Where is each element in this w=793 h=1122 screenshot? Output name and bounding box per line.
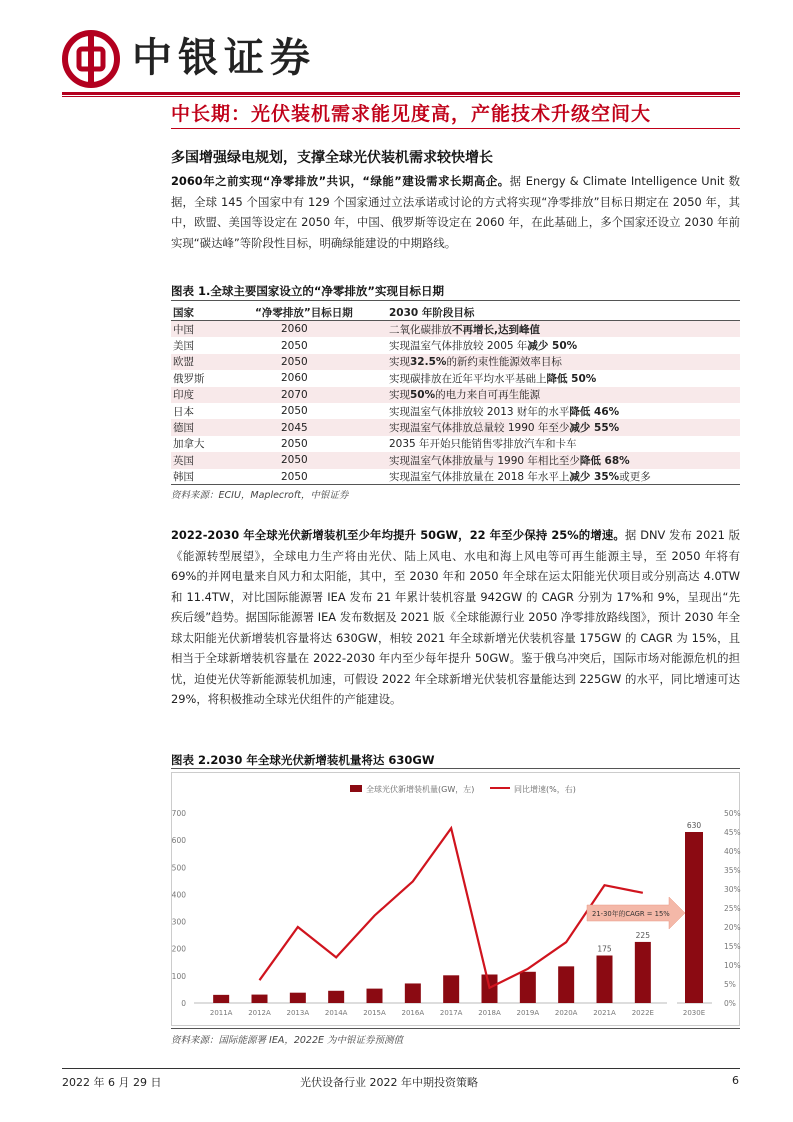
table-1-top-rule [171, 300, 740, 301]
goal-text: 二氧化碳排放 [389, 323, 452, 336]
x-tick-label: 2022E [631, 1009, 654, 1017]
footer-page-number: 6 [732, 1074, 739, 1087]
legend-bar-label: 全球光伏新增装机量(GW，左) [366, 785, 475, 794]
cell-country: 德国 [171, 419, 253, 435]
y-right-tick-label: 50% [724, 809, 741, 818]
cell-goal [387, 469, 740, 485]
cell-country: 欧盟 [171, 354, 253, 370]
cell-country: 英国 [171, 452, 253, 468]
footer-title: 光伏设备行业 2022 年中期投资策略 [300, 1076, 478, 1089]
header-divider [62, 92, 740, 95]
y-left-tick-label: 400 [171, 890, 186, 900]
table-row [171, 452, 740, 468]
bar-2022E [635, 942, 651, 1003]
bar-2030E [685, 832, 703, 1003]
cell-country: 中国 [171, 321, 253, 338]
table-1-source: 资料来源：ECIU，Maplecroft，中银证券 [171, 490, 349, 501]
paragraph-1 [171, 171, 740, 253]
table-body [171, 321, 740, 485]
figure-2-top-rule [171, 768, 740, 769]
y-right-tick-label: 40% [724, 847, 741, 856]
paragraph-1-body: 据 Energy & Climate Intelligence Unit 数据，全球 145 个国家中有 129 个国家通过立法承诺或讨论的方式将实现“净零排放”目标日期定在 2050 年，其中，欧盟、美国等设定在 2050 年，中国、俄罗斯等设定在 2060 年，在此基础上，多个国家还设立 2030 年前实现“碳达峰”等阶段性目标，明确绿能建设的中期路线。 [171, 174, 740, 250]
goal-highlight: 减少 35% [569, 471, 620, 484]
sub-heading: 多国增强绿电规划，支撑全球光伏装机需求较快增长 [171, 150, 493, 166]
col-header-goal: 2030 年阶段目标 [387, 304, 740, 321]
goal-text-tail: 或更多 [619, 471, 651, 484]
goal-text: 实现温室气体排放量在 2018 年水平上 [389, 471, 570, 484]
table-row [171, 419, 740, 435]
x-tick-label: 2014A [324, 1009, 348, 1017]
cell-goal [387, 403, 740, 419]
bar-2012A [252, 995, 268, 1003]
x-tick-label: 2020A [554, 1009, 578, 1017]
goal-text: 实现温室气体排放量与 1990 年相比至少 [389, 454, 580, 467]
goal-text-tail: 的电力来自可再生能源 [435, 389, 541, 402]
y-right-tick-label: 45% [724, 828, 741, 837]
bar-2019A [520, 972, 536, 1003]
cell-country: 韩国 [173, 471, 194, 484]
cell-goal [387, 387, 740, 403]
table-row [171, 354, 740, 370]
x-tick-label: 2017A [439, 1009, 463, 1017]
table-row [171, 403, 740, 419]
cell-country: 印度 [171, 387, 253, 403]
paragraph-2-body: 据 DNV 发布 2021 版《能源转型展望》，全球电力生产将由光伏、陆上风电、水电和海上风电等可再生能源主导，至 2050 年将有 69%的并网电量来自风力和太阳能，其中，至 2030 年和 2050 年全球在运太阳能光伏项目或分别高达 4.0TW 和 11.4TW，对比国际能源署 IEA 发布 21 年累计装机容量 942GW 的 CAGR 分别为 17%和 9%，呈现出“先疾后缓”趋势。据国际能源署 IEA 发布数据及 2021 版《全球能源行业 2050 净零排放路线图》，预计 2030 年全球太阳能光伏新增装机容量将达 630GW，相较 2021 年全球新增光伏装机容量 175GW 的 CAGR 为 15%，且相当于全球新增装机容量在 2022-2030 年内至少每年提升 50GW。鉴于俄乌冲突后，国际市场对能源危机的担忧，迫使光伏等新能源装机加速，可假设 2022 年全球新增光伏装机容量能达到 225GW 的水平，同比增速可达 29%，将积极推动全球光伏组件的产能建设。 [171, 528, 740, 706]
y-right-tick-label: 35% [724, 866, 741, 875]
y-left-tick-label: 200 [171, 944, 186, 954]
table-1-bottom-rule [171, 484, 740, 485]
goal-highlight: 50% [410, 389, 436, 402]
paragraph-2-lead: 2022-2030 年全球光伏新增装机至少年均提升 50GW，22 年至少保持 25%的增速。 [171, 528, 625, 542]
goal-highlight: 降低 50% [546, 372, 597, 385]
cell-country: 日本 [173, 405, 194, 418]
paragraph-2 [171, 525, 740, 710]
cell-date: 2045 [253, 419, 387, 435]
y-right-tick-label: 0% [724, 999, 736, 1008]
x-tick-label: 2013A [286, 1009, 310, 1017]
y-right-tick-label: 15% [724, 942, 741, 951]
table-row [171, 321, 740, 338]
table-row [171, 387, 740, 403]
cell-goal [387, 452, 740, 468]
goal-text: 实现温室气体排放较 2013 财年的水平 [389, 405, 570, 418]
cell-date: 2070 [253, 387, 387, 403]
x-tick-label: 2011A [209, 1009, 233, 1017]
y-left-tick-label: 100 [171, 971, 186, 981]
net-zero-table [171, 304, 740, 485]
x-tick-label: 2018A [478, 1009, 501, 1017]
cell-goal [387, 354, 740, 370]
table-row [171, 436, 740, 452]
section-headline: 中长期：光伏装机需求能见度高，产能技术升级空间大 [171, 103, 652, 125]
cell-date: 2050 [253, 452, 387, 468]
cagr-annotation: 21-30年的CAGR = 15% [592, 910, 670, 918]
paragraph-1-lead: 2060年之前实现“净零排放”共识，“绿能”建设需求长期高企。 [171, 174, 510, 188]
footer-date: 2022 年 6 月 29 日 [62, 1076, 162, 1089]
table-row [171, 337, 740, 353]
bar-2021A [597, 956, 613, 1004]
figure-2-title: 图表 2.2030 年全球光伏新增装机量将达 630GW [171, 753, 435, 767]
table-row [171, 469, 740, 485]
brand-name: 中银证券 [132, 34, 316, 81]
legend-line-label: 同比增速(%，右) [514, 785, 576, 794]
goal-text: 实现 [389, 389, 410, 402]
cell-date: 2050 [281, 470, 308, 483]
goal-text: 实现碳排放在近年平均水平基础上 [389, 372, 547, 385]
cell-date: 2050 [253, 354, 387, 370]
y-left-tick-label: 0 [181, 999, 186, 1008]
table-header-row [171, 304, 740, 321]
boc-logo-icon [62, 30, 120, 88]
bar-2016A [405, 983, 421, 1003]
goal-highlight: 减少 55% [569, 422, 620, 435]
figure-2-bottom-rule [171, 1028, 740, 1029]
data-label-2030E: 630 [686, 821, 702, 830]
growth-rate-line [260, 828, 643, 988]
cell-date: 2060 [253, 321, 387, 338]
headline-underline [171, 128, 740, 129]
x-tick-label: 2021A [593, 1009, 616, 1017]
goal-text: 实现 [389, 356, 410, 369]
y-right-tick-label: 30% [724, 885, 741, 894]
table-1-title: 图表 1.全球主要国家设立的“净零排放”实现目标日期 [171, 284, 444, 298]
x-tick-label: 2016A [401, 1009, 425, 1017]
cell-country: 加拿大 [173, 438, 205, 451]
bar-2014A [328, 991, 344, 1003]
y-right-tick-label: 25% [724, 904, 741, 913]
y-left-tick-label: 300 [171, 917, 186, 927]
goal-highlight: 降低 68% [579, 454, 630, 467]
cell-goal [387, 370, 740, 386]
table-row [171, 370, 740, 386]
cell-goal [387, 419, 740, 435]
cell-date: 2050 [281, 339, 308, 352]
goal-text: 实现温室气体排放总量较 1990 年至少 [389, 422, 570, 435]
bar-2011A [213, 995, 229, 1003]
data-label-2021A: 175 [597, 944, 612, 954]
x-tick-label: 2030E [682, 1009, 706, 1017]
x-tick-label: 2019A [516, 1009, 540, 1017]
y-left-tick-label: 500 [171, 863, 186, 873]
bar-2015A [367, 989, 383, 1003]
data-label-2022E: 225 [635, 930, 650, 940]
goal-text-tail: 的新约束性能源效率目标 [446, 356, 562, 369]
goal-text: 2035 年开始只能销售零排放汽车和卡车 [389, 438, 577, 451]
bar-2017A [443, 975, 459, 1003]
cell-date: 2050 [281, 405, 308, 418]
goal-highlight: 不再增长,达到峰值 [452, 323, 540, 336]
y-right-tick-label: 20% [724, 923, 741, 932]
y-right-tick-label: 10% [724, 961, 741, 970]
cell-country: 俄罗斯 [173, 372, 205, 385]
goal-highlight: 减少 50% [527, 340, 578, 353]
cell-date: 2050 [281, 437, 308, 450]
y-left-tick-label: 600 [171, 836, 186, 846]
cell-date: 2060 [281, 372, 308, 385]
bar-2013A [290, 993, 306, 1003]
chart-frame [171, 772, 740, 1026]
pv-installation-chart [172, 773, 739, 1025]
cell-country: 美国 [173, 340, 194, 353]
cell-goal [387, 436, 740, 452]
x-tick-label: 2015A [363, 1009, 386, 1017]
goal-highlight: 32.5% [410, 356, 447, 369]
goal-highlight: 降低 46% [569, 405, 620, 418]
col-header-country: 国家 [171, 304, 253, 321]
y-left-tick-label: 700 [171, 809, 186, 818]
x-tick-label: 2012A [248, 1009, 271, 1017]
header-divider-thin [62, 96, 740, 97]
figure-2-source: 资料来源：国际能源署 IEA，2022E 为中银证券预测值 [171, 1035, 404, 1046]
legend-bar-swatch [350, 785, 362, 792]
cell-goal [387, 337, 740, 353]
bar-2020A [558, 966, 574, 1003]
col-header-date: “净零排放”目标日期 [253, 304, 387, 321]
y-right-tick-label: 5% [724, 980, 736, 989]
cell-goal [387, 321, 740, 338]
footer-divider [62, 1068, 740, 1069]
goal-text: 实现温室气体排放较 2005 年 [389, 340, 528, 353]
